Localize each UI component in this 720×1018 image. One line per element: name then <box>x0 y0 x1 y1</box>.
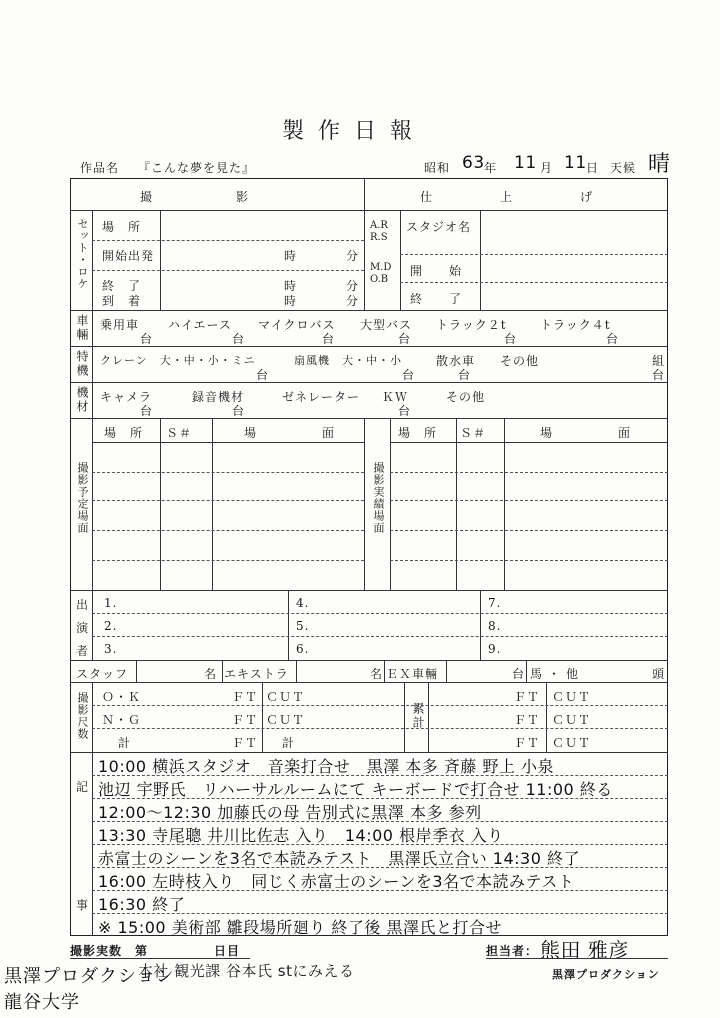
col-line <box>92 210 93 310</box>
footer-note: 本社 観光課 谷本氏 stにみえる <box>138 962 355 980</box>
ex-car-label: ＥＸ車輛 <box>386 667 439 681</box>
row-line <box>92 728 668 729</box>
hour-unit: 時 <box>284 249 298 263</box>
start-label: 開 始 <box>410 264 463 278</box>
special-unit: 台 <box>652 368 666 382</box>
cast-label: 演 <box>76 621 90 635</box>
scene-col-scene: 場 面 <box>540 426 632 440</box>
col-line <box>364 418 365 590</box>
vehicle-item: トラック２t <box>436 318 507 332</box>
equipment-unit: 台 <box>398 404 412 418</box>
record-label-bottom: 事 <box>76 898 90 912</box>
scene-col-sno: Ｓ＃ <box>460 426 487 440</box>
ar-rs-label: A.R R.S <box>370 220 388 243</box>
equipment-item: ゼネレーター <box>282 390 361 404</box>
equipment-item: キャメラ <box>100 390 153 404</box>
cast-number: 8. <box>488 619 502 633</box>
md-ob-label: M.D O.B <box>370 262 392 285</box>
arrive-label: 到 着 <box>102 294 142 308</box>
studio-label: スタジオ名 <box>406 220 472 234</box>
scene-col-place: 場 所 <box>104 426 144 440</box>
record-line: 16:00 左時枝入り 同じく赤富士のシーンを3名で本読みテスト <box>98 872 575 891</box>
shooting-header: 撮 影 <box>140 190 253 204</box>
row-line <box>92 240 364 241</box>
col-line <box>526 660 527 682</box>
cut-unit: ＣＵＴ <box>552 690 592 704</box>
col-line <box>504 418 505 590</box>
row-line <box>92 442 364 443</box>
col-line <box>446 660 447 682</box>
row-line <box>70 310 668 311</box>
vehicle-unit: 台 <box>504 332 518 346</box>
vehicle-item: マイクロバス <box>258 318 336 332</box>
document-title: 製作日報 <box>282 119 427 144</box>
col-line <box>160 210 161 310</box>
row-line <box>390 500 668 501</box>
horse-label: 馬・他 <box>530 667 585 681</box>
special-item: 扇風機 大・中・小 <box>294 354 402 367</box>
film-row-total: 計 <box>118 736 132 750</box>
extra-label: エキストラ <box>224 667 289 681</box>
watermark-company: 黒澤プロダクション <box>4 966 175 987</box>
film-row-ng: Ｎ・Ｇ <box>102 713 142 727</box>
row-line <box>400 282 668 283</box>
vehicle-unit: 台 <box>322 332 336 346</box>
hour-unit: 時 <box>284 294 298 308</box>
staff-label: スタッフ <box>76 667 129 681</box>
col-line <box>288 590 289 660</box>
row-line <box>390 530 668 531</box>
cut-unit: ＣＵＴ <box>552 713 592 727</box>
extra-unit: 名 <box>370 667 384 681</box>
finish-label: 終 了 <box>410 292 463 306</box>
equipment-item: 録音機材 <box>192 390 245 404</box>
col-line <box>428 682 429 752</box>
day-value: 11 <box>564 153 587 173</box>
row-line <box>70 682 668 683</box>
weather-label: 天候 <box>610 161 637 175</box>
work-label: 作品名 <box>80 161 120 175</box>
work-name: 『こんな夢を見た』 <box>138 161 256 175</box>
special-unit: 台 <box>458 368 472 382</box>
vehicle-item: 乗用車 <box>100 318 140 332</box>
actual-scenes-label: 撮影実績場面 <box>372 462 385 534</box>
ft-unit: ＦＴ <box>514 736 541 750</box>
cumulative-label: 累計 <box>411 702 425 730</box>
cast-number: 7. <box>488 596 502 610</box>
col-line <box>92 682 93 752</box>
special-unit: 台 <box>402 368 416 382</box>
col-line <box>92 590 93 660</box>
cast-label: 出 <box>76 598 90 612</box>
ft-unit: ＦＴ <box>232 690 259 704</box>
day-unit: 日 <box>586 161 600 175</box>
col-line <box>262 682 263 752</box>
col-line <box>222 660 223 682</box>
film-row-ok: Ｏ・Ｋ <box>102 690 142 704</box>
section-divider <box>364 178 365 310</box>
col-line <box>160 418 161 590</box>
vehicle-unit: 台 <box>140 332 154 346</box>
special-item: 散水車 <box>436 354 476 368</box>
horse-unit: 頭 <box>652 667 666 681</box>
col-line <box>384 660 385 682</box>
row-line <box>92 705 668 706</box>
ft-unit: ＦＴ <box>514 713 541 727</box>
equipment-item: その他 <box>446 390 486 404</box>
year-unit: 年 <box>484 161 498 175</box>
era-label: 昭和 <box>424 161 451 175</box>
vehicle-item: 大型バス <box>360 318 413 332</box>
place-label: 場 所 <box>102 220 142 234</box>
row-line <box>92 636 668 637</box>
cut-unit: ＣＵＴ <box>552 736 592 750</box>
company-name: 黒澤プロダクション <box>552 968 660 981</box>
record-line: 16:30 終了 <box>98 895 186 914</box>
film-label: 撮影尺数 <box>76 692 89 740</box>
ft-unit: ＦＴ <box>232 736 259 750</box>
row-line <box>70 346 668 347</box>
col-line <box>390 418 391 590</box>
equipment-unit: 台 <box>140 404 154 418</box>
row-line <box>390 442 668 443</box>
equipment-label: 機材 <box>75 386 89 414</box>
row-line <box>92 270 364 271</box>
cast-number: 5. <box>296 619 310 633</box>
cut-unit: ＣＵＴ <box>266 690 306 704</box>
record-label-top: 記 <box>76 780 90 794</box>
days-label: 撮影実数 第 <box>70 944 149 958</box>
end-label: 終 了 <box>102 279 142 293</box>
film-row-total: 計 <box>282 736 296 750</box>
planned-scenes-label: 撮影予定場面 <box>76 462 89 534</box>
col-line <box>136 660 137 682</box>
scene-col-sno: Ｓ＃ <box>166 426 193 440</box>
special-label: 特機 <box>75 350 89 378</box>
cast-number: 4. <box>296 596 310 610</box>
manager-name: 熊田 雅彦 <box>540 938 629 962</box>
col-line <box>404 682 405 752</box>
col-line <box>212 418 213 590</box>
cast-number: 6. <box>296 642 310 656</box>
vehicles-label: 車輛 <box>75 314 89 342</box>
row-line <box>92 530 364 531</box>
ft-unit: ＦＴ <box>514 690 541 704</box>
col-line <box>296 660 297 682</box>
special-unit-set: 組 <box>652 354 666 368</box>
weather-value: 晴 <box>648 152 671 177</box>
col-line <box>92 310 93 418</box>
vehicle-unit: 台 <box>606 332 620 346</box>
cast-number: 9. <box>488 642 502 656</box>
minute-unit: 分 <box>346 294 360 308</box>
col-line <box>480 210 481 310</box>
row-line <box>70 752 668 753</box>
ft-unit: ＦＴ <box>232 713 259 727</box>
record-line: 池辺 宇野氏 リハーサルルームにて キーボードで打合せ 11:00 終る <box>98 780 613 799</box>
row-line <box>92 500 364 501</box>
manager-underline <box>486 958 668 959</box>
year-value: 63 <box>462 153 485 173</box>
vehicle-item: トラック４t <box>540 318 611 332</box>
row-line <box>70 660 668 661</box>
record-line: 12:00〜12:30 加藤氏の母 告別式に黒澤 本多 参列 <box>98 803 482 822</box>
col-line <box>456 418 457 590</box>
cast-number: 2. <box>104 619 118 633</box>
cast-label: 者 <box>76 644 90 658</box>
row-line <box>390 472 668 473</box>
minute-unit: 分 <box>346 279 360 293</box>
minute-unit: 分 <box>346 249 360 263</box>
month-value: 11 <box>514 153 537 173</box>
col-line <box>92 418 93 590</box>
manager-label: 担当者： <box>486 944 539 958</box>
vehicle-unit: 台 <box>398 332 412 346</box>
special-item: その他 <box>500 354 540 368</box>
days-underline <box>70 958 250 959</box>
record-line: ※ 15:00 美術部 雛段場所廻り 終了後 黒澤氏と打合せ <box>98 918 502 937</box>
row-line <box>92 472 364 473</box>
col-line <box>400 210 401 310</box>
finishing-header: 仕 上 げ <box>420 190 597 204</box>
vehicle-item: ハイエース <box>168 318 232 332</box>
hour-unit: 時 <box>284 279 298 293</box>
row-line <box>390 560 668 561</box>
special-item: クレーン 大・中・小・ミニ <box>100 354 256 367</box>
vehicle-unit: 台 <box>232 332 246 346</box>
month-unit: 月 <box>540 161 554 175</box>
row-line <box>70 382 668 383</box>
equipment-item: ＫＷ <box>382 390 409 404</box>
ex-car-unit: 台 <box>512 667 526 681</box>
days-unit: 日目 <box>214 944 241 958</box>
cut-unit: ＣＵＴ <box>266 713 306 727</box>
row-line <box>92 613 668 614</box>
depart-label: 開始出発 <box>102 249 155 263</box>
col-line <box>546 682 547 752</box>
set-loc-label: セット・ロケ <box>76 218 89 290</box>
watermark-university: 龍谷大学 <box>4 992 80 1013</box>
row-line <box>400 254 668 255</box>
scene-col-place: 場 所 <box>398 426 438 440</box>
record-line: 赤富士のシーンを3名で本読みテスト 黒澤氏立合い 14:30 終了 <box>98 849 581 868</box>
special-unit: 台 <box>256 368 270 382</box>
row-line <box>92 560 364 561</box>
col-line <box>480 590 481 660</box>
staff-unit: 名 <box>204 667 218 681</box>
cast-number: 3. <box>104 642 118 656</box>
record-line: 10:00 横浜スタジオ 音楽打合せ 黒澤 本多 斉藤 野上 小泉 <box>98 757 555 776</box>
equipment-unit: 台 <box>232 404 246 418</box>
cast-number: 1. <box>104 596 118 610</box>
row-line <box>70 590 668 591</box>
scene-col-scene: 場 面 <box>244 426 336 440</box>
record-line: 13:30 寺尾聰 井川比佐志 入り 14:00 根岸季衣 入り <box>98 826 504 845</box>
